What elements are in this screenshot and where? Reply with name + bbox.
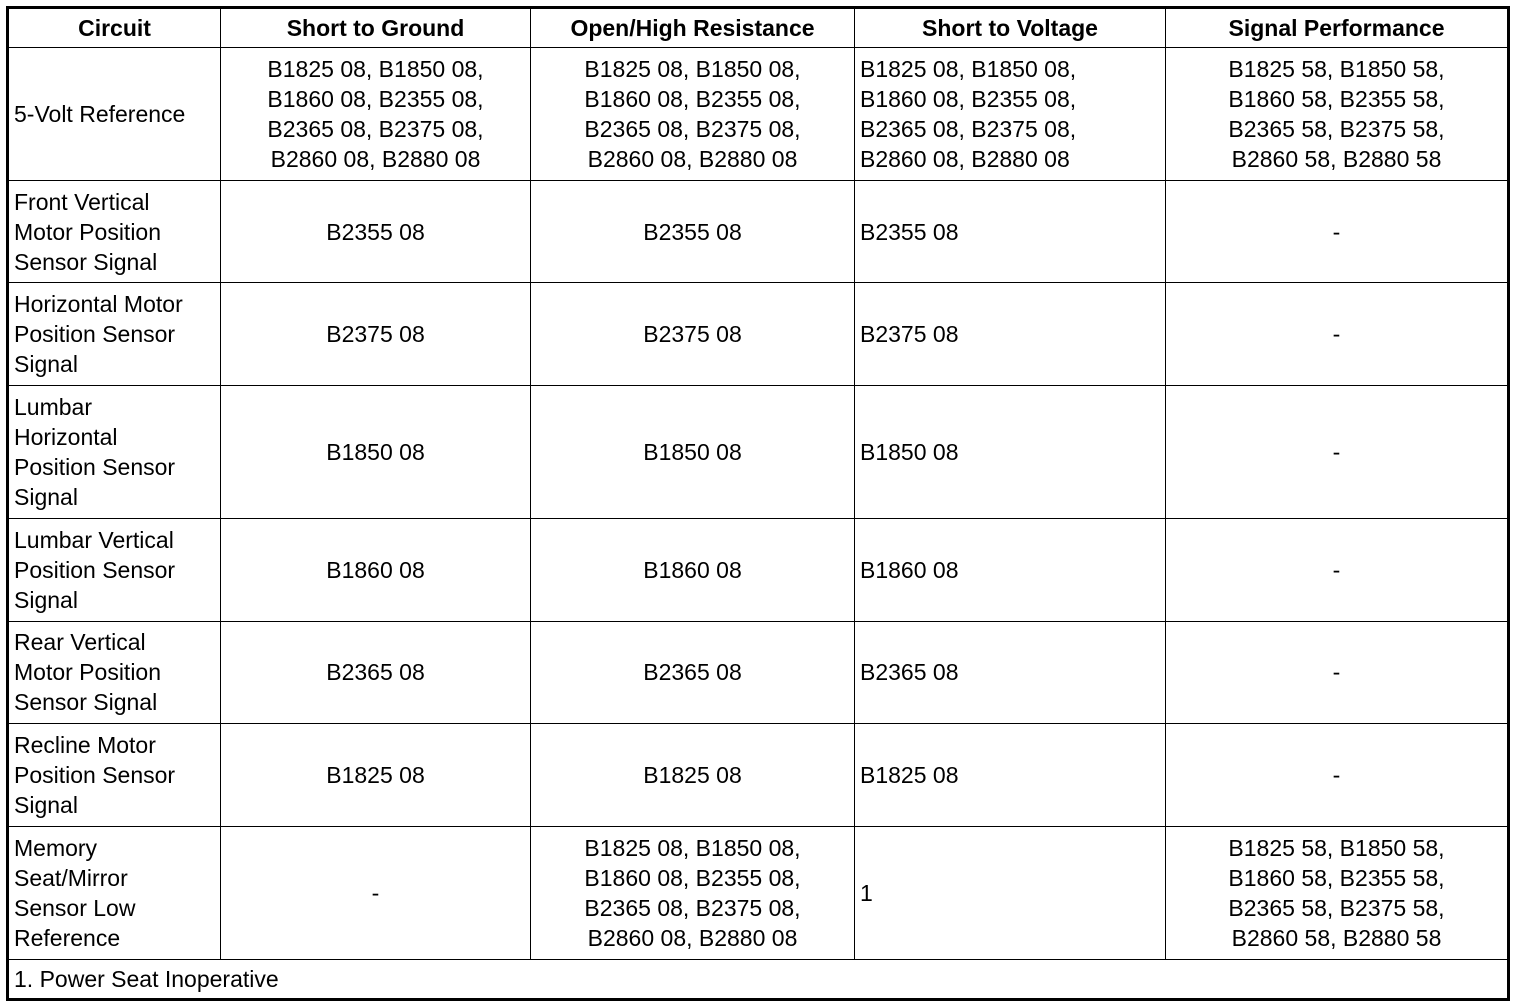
short-to-ground-cell: - — [221, 826, 531, 959]
open-high-resistance-cell: B2355 08 — [531, 180, 855, 283]
table-row — [8, 621, 1509, 724]
short-to-ground-cell: B1825 08, B1850 08, B1860 08, B2355 08, B2365 08, B2375 08, B2860 08, B2880 08 — [221, 48, 531, 181]
signal-performance-cell: - — [1166, 518, 1509, 621]
footnote-row — [8, 959, 1509, 999]
table-row — [8, 826, 1509, 959]
signal-performance-cell: B1825 58, B1850 58, B1860 58, B2355 58, B2365 58, B2375 58, B2860 58, B2880 58 — [1166, 826, 1509, 959]
open-high-resistance-cell: B2365 08 — [531, 621, 855, 724]
table-row — [8, 724, 1509, 827]
short-to-voltage-cell: B2365 08 — [855, 621, 1166, 724]
short-to-voltage-cell: B1860 08 — [855, 518, 1166, 621]
table-row — [8, 283, 1509, 386]
short-to-voltage-cell: B2355 08 — [855, 180, 1166, 283]
circuit-cell: Lumbar Horizontal Position Sensor Signal — [8, 386, 221, 519]
header-circuit: Circuit — [8, 8, 221, 48]
short-to-ground-cell: B1860 08 — [221, 518, 531, 621]
table-header-row — [8, 8, 1509, 48]
signal-performance-cell: B1825 58, B1850 58, B1860 58, B2355 58, B2365 58, B2375 58, B2860 58, B2880 58 — [1166, 48, 1509, 181]
dtc-table — [6, 6, 1510, 1001]
circuit-cell: Horizontal Motor Position Sensor Signal — [8, 283, 221, 386]
short-to-voltage-cell: 1 — [855, 826, 1166, 959]
signal-performance-cell: - — [1166, 180, 1509, 283]
table-row — [8, 386, 1509, 519]
short-to-voltage-cell: B1825 08, B1850 08, B1860 08, B2355 08, B2365 08, B2375 08, B2860 08, B2880 08 — [855, 48, 1166, 181]
header-short-to-ground: Short to Ground — [221, 8, 531, 48]
open-high-resistance-cell: B1825 08, B1850 08, B1860 08, B2355 08, B2365 08, B2375 08, B2860 08, B2880 08 — [531, 48, 855, 181]
signal-performance-cell: - — [1166, 386, 1509, 519]
signal-performance-cell: - — [1166, 283, 1509, 386]
short-to-voltage-cell: B1850 08 — [855, 386, 1166, 519]
open-high-resistance-cell: B1825 08 — [531, 724, 855, 827]
circuit-cell: Lumbar Vertical Position Sensor Signal — [8, 518, 221, 621]
circuit-cell: 5-Volt Reference — [8, 48, 221, 181]
circuit-cell: Memory Seat/Mirror Sensor Low Reference — [8, 826, 221, 959]
short-to-ground-cell: B2365 08 — [221, 621, 531, 724]
signal-performance-cell: - — [1166, 724, 1509, 827]
open-high-resistance-cell: B2375 08 — [531, 283, 855, 386]
short-to-ground-cell: B1850 08 — [221, 386, 531, 519]
open-high-resistance-cell: B1850 08 — [531, 386, 855, 519]
header-open-high-resistance: Open/High Resistance — [531, 8, 855, 48]
circuit-cell: Recline Motor Position Sensor Signal — [8, 724, 221, 827]
open-high-resistance-cell: B1825 08, B1850 08, B1860 08, B2355 08, B2365 08, B2375 08, B2860 08, B2880 08 — [531, 826, 855, 959]
table-row — [8, 48, 1509, 181]
header-signal-performance: Signal Performance — [1166, 8, 1509, 48]
signal-performance-cell: - — [1166, 621, 1509, 724]
short-to-ground-cell: B2355 08 — [221, 180, 531, 283]
circuit-cell: Front Vertical Motor Position Sensor Signal — [8, 180, 221, 283]
circuit-cell: Rear Vertical Motor Position Sensor Signal — [8, 621, 221, 724]
short-to-voltage-cell: B2375 08 — [855, 283, 1166, 386]
table-row — [8, 180, 1509, 283]
open-high-resistance-cell: B1860 08 — [531, 518, 855, 621]
header-short-to-voltage: Short to Voltage — [855, 8, 1166, 48]
short-to-voltage-cell: B1825 08 — [855, 724, 1166, 827]
short-to-ground-cell: B2375 08 — [221, 283, 531, 386]
footnote: 1. Power Seat Inoperative — [8, 959, 1509, 999]
table-row — [8, 518, 1509, 621]
short-to-ground-cell: B1825 08 — [221, 724, 531, 827]
